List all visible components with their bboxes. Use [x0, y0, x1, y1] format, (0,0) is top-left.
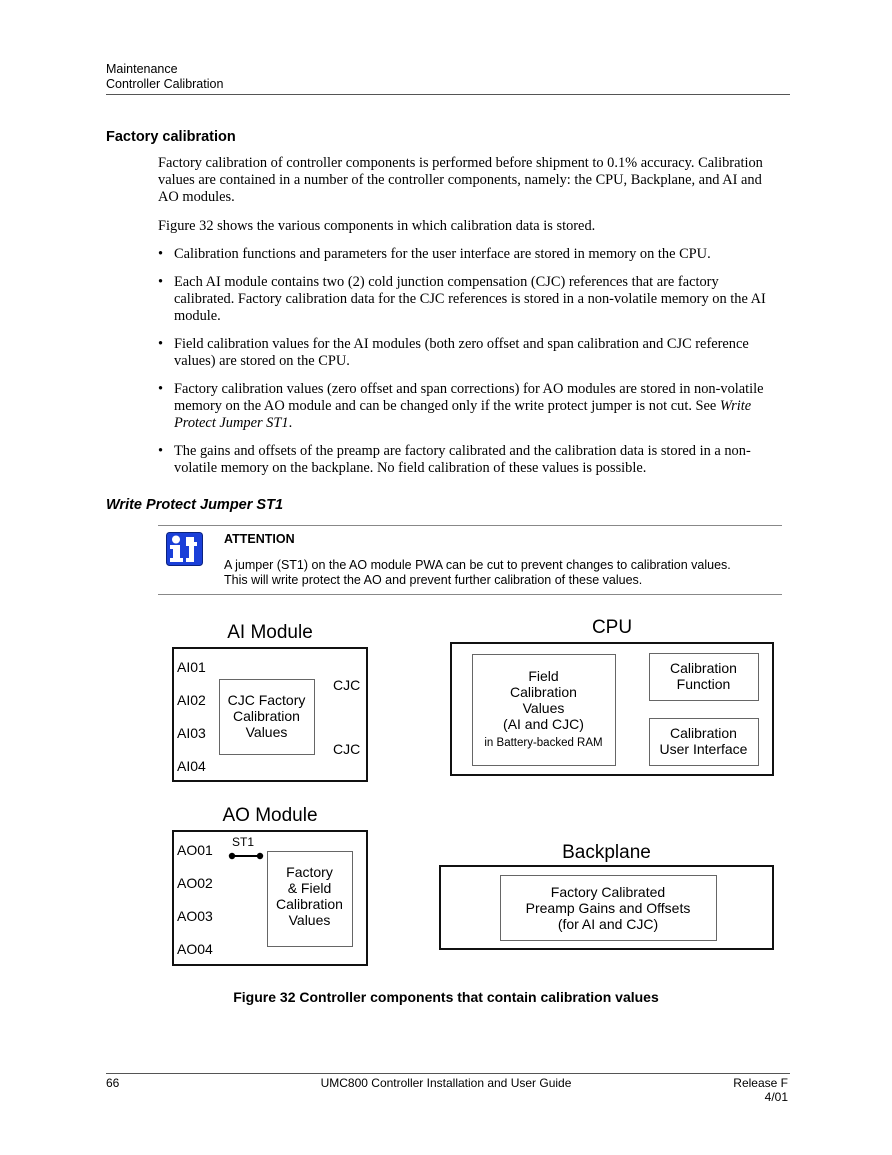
field-calibration-values-box	[472, 654, 616, 766]
ao-channel: AO03	[177, 908, 213, 924]
field-cal-note: in Battery-backed RAM	[484, 737, 603, 749]
header-divider	[106, 94, 790, 95]
subsection-title: Write Protect Jumper ST1	[106, 497, 284, 513]
figure-caption: Figure 32 Controller components that contain calibration values	[233, 989, 659, 1005]
page-number: 66	[106, 1076, 120, 1090]
attention-top-rule	[158, 525, 782, 526]
header-section: Controller Calibration	[106, 77, 224, 91]
cjc-box-line: CJC Factory	[227, 692, 306, 708]
bullet-text: Field calibration values for the AI modules (both zero offset and span calibration and CJC reference values) are stored on the CPU.	[174, 336, 749, 369]
cal-ui-line: Calibration	[670, 725, 737, 741]
factory-field-calibration-box	[267, 851, 353, 947]
ao-channel: AO04	[177, 941, 213, 957]
ao-module-box	[172, 830, 368, 966]
figure-reference-paragraph: Figure 32 shows the various components in which calibration data is stored.	[158, 218, 596, 234]
backplane-box	[439, 865, 774, 950]
st1-jumper-label: ST1	[232, 835, 255, 849]
release-date: 4/01	[764, 1090, 788, 1104]
section-title: Factory calibration	[106, 129, 236, 145]
footer-divider	[106, 1073, 790, 1074]
footer-release	[733, 1076, 788, 1104]
bullet-text: Each AI module contains two (2) cold junction compensation (CJC) references that are factory calibrated. Factory calibration data for the CJC references is stored in a non-volatile memory on the AI module.	[174, 274, 766, 324]
ao-channel: AO01	[177, 842, 213, 858]
cpu-title: CPU	[591, 617, 633, 638]
cal-function-line: Function	[676, 676, 731, 692]
backplane-line: Factory Calibrated	[550, 884, 666, 900]
ao-channel: AO02	[177, 875, 213, 891]
intro-paragraph: Factory calibration of controller components is performed before shipment to 0.1% accuracy. Calibration values are contained in a number of the controller components, namely: the CPU, Backplane, and AI and AO modules.	[158, 155, 763, 205]
bullet-text	[174, 381, 780, 432]
attention-title: ATTENTION	[224, 532, 295, 546]
cal-function-line: Calibration	[670, 660, 737, 676]
field-cal-line: (AI and CJC)	[503, 716, 584, 732]
ao-box-line: Calibration	[276, 896, 343, 912]
preamp-calibration-box	[500, 875, 717, 941]
st1-jumper	[228, 848, 264, 858]
calibration-user-interface-box	[649, 718, 759, 766]
ai-channel: AI01	[177, 659, 206, 675]
bullet-text-main: Factory calibration values (zero offset and span corrections) for AO modules are stored in non-volatile memory on the AO module and can be changed only if the write protect jumper is not cut. See	[174, 381, 764, 414]
ao-box-line: & Field	[287, 880, 332, 896]
ao-box-line: Values	[288, 912, 331, 928]
cjc-box-line: Values	[245, 724, 288, 740]
write-protect-link[interactable]: Write Protect Jumper ST1	[174, 398, 752, 431]
ai-module-title: AI Module	[227, 622, 313, 643]
bullet-text: Calibration functions and parameters for the user interface are stored in memory on the CPU.	[174, 246, 711, 262]
field-cal-line: Calibration	[510, 684, 577, 700]
ai-channel: AI03	[177, 725, 206, 741]
cpu-box	[450, 642, 774, 776]
attention-line: This will write protect the AO and prevent further calibration of these values.	[224, 573, 643, 587]
bullet-dot: •	[158, 381, 164, 397]
release-label: Release F	[733, 1076, 788, 1090]
backplane-line: Preamp Gains and Offsets	[525, 900, 691, 916]
cjc-factory-calibration-box	[219, 679, 315, 755]
info-icon	[166, 532, 203, 566]
ai-channel: AI04	[177, 758, 206, 774]
ao-module-title: AO Module	[222, 805, 318, 826]
cjc-box-line: Calibration	[233, 708, 300, 724]
header-chapter: Maintenance	[106, 62, 178, 76]
bullet-text: The gains and offsets of the preamp are factory calibrated and the calibration data is stored in a non-volatile memory on the backplane. No field calibration of these values is possible.	[174, 443, 751, 476]
backplane-line: (for AI and CJC)	[557, 916, 659, 932]
running-header	[106, 62, 223, 92]
bullet-dot: •	[158, 246, 164, 262]
attention-text	[224, 558, 784, 588]
field-cal-line: Field	[528, 668, 559, 684]
cal-ui-line: User Interface	[659, 741, 748, 757]
bullet-dot: •	[158, 274, 164, 290]
calibration-function-box	[649, 653, 759, 701]
cjc-label: CJC	[333, 741, 361, 757]
attention-line: A jumper (ST1) on the AO module PWA can be cut to prevent changes to calibration values.	[224, 558, 731, 572]
ai-module-box	[172, 647, 368, 782]
field-cal-line: Values	[522, 700, 565, 716]
backplane-title: Backplane	[562, 842, 651, 863]
bullet-text-end: .	[288, 415, 293, 431]
bullet-dot: •	[158, 336, 164, 352]
ai-channel: AI02	[177, 692, 206, 708]
footer-title: UMC800 Controller Installation and User Guide	[320, 1076, 572, 1090]
bullet-dot: •	[158, 443, 164, 459]
cjc-label: CJC	[333, 677, 361, 693]
ao-box-line: Factory	[286, 864, 333, 880]
attention-bottom-rule	[158, 594, 782, 595]
